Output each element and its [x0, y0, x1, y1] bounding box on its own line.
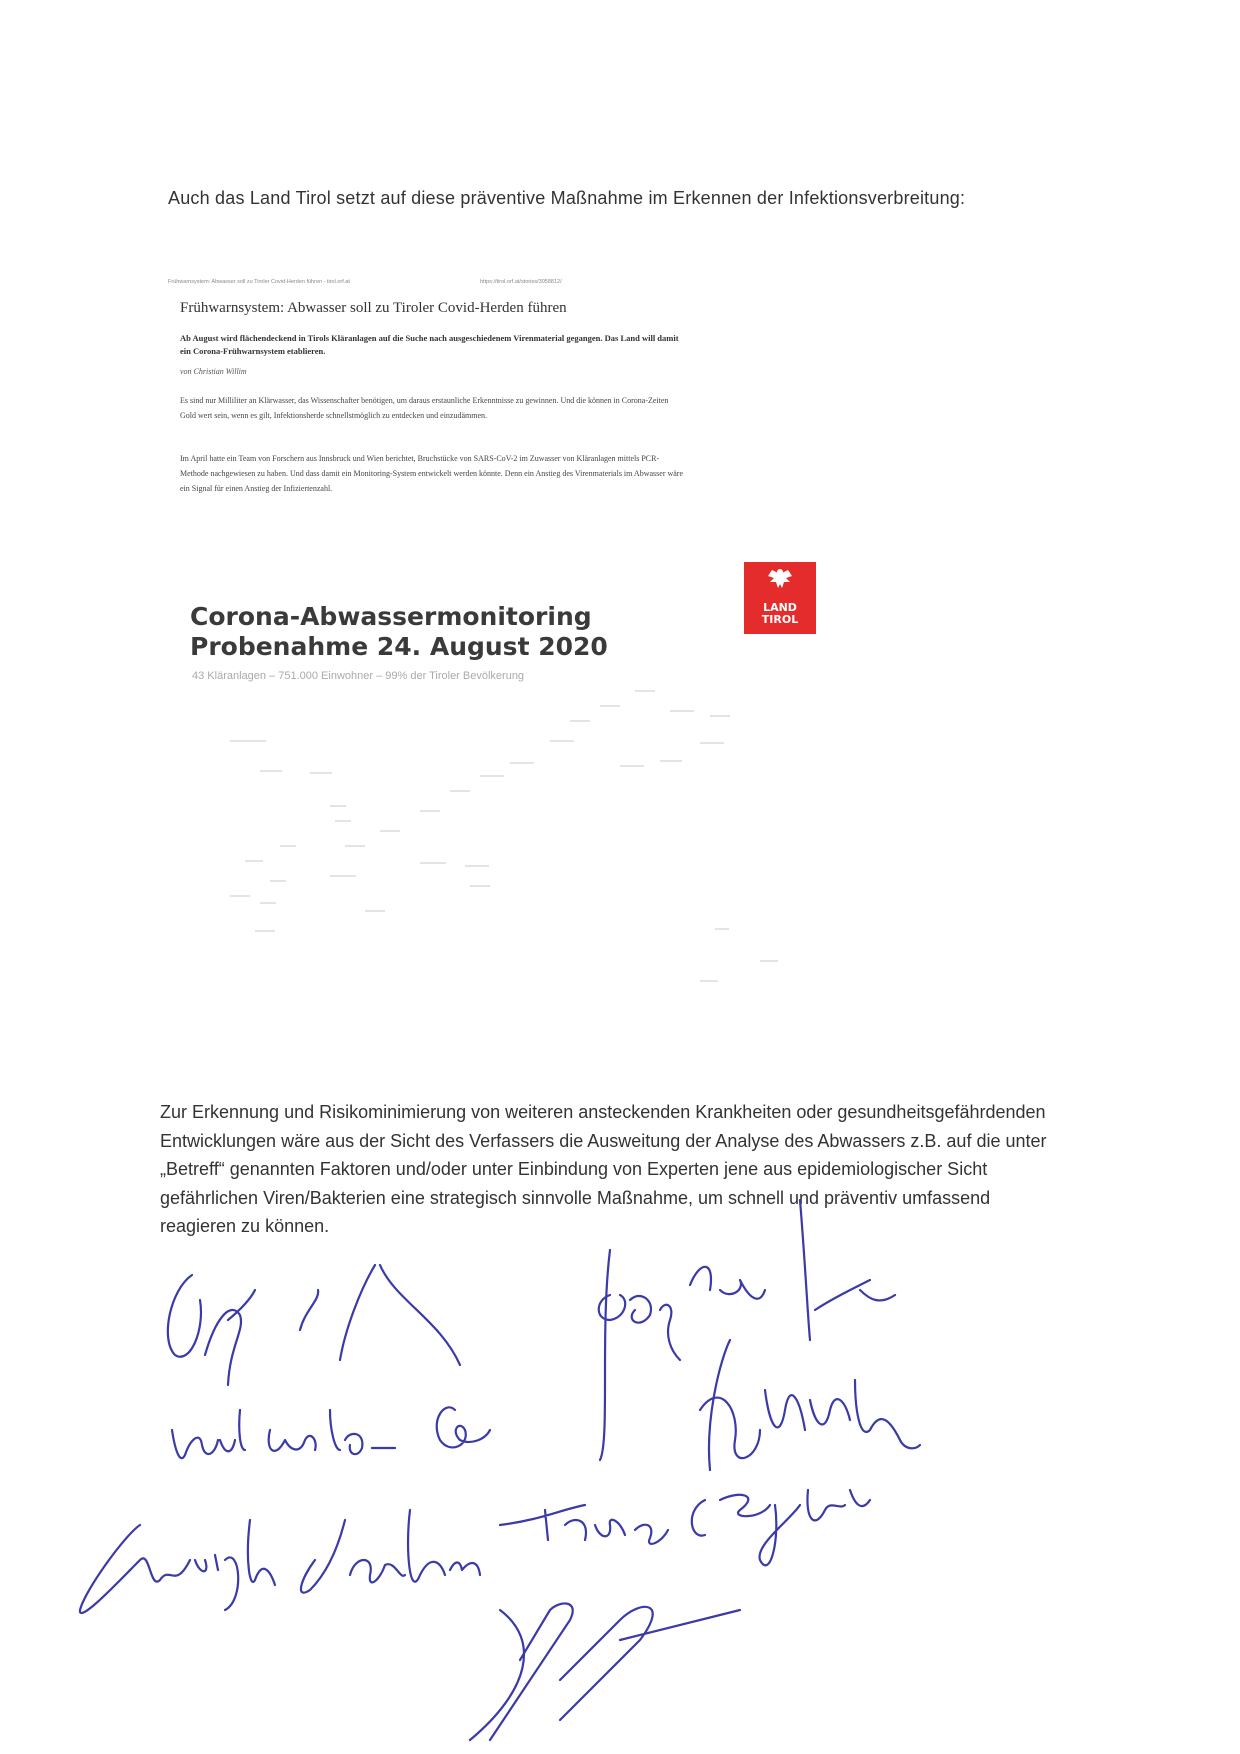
signature-2 [172, 1407, 490, 1458]
clipping-paragraph: Es sind nur Milliliter an Klärwasser, das Wissenschafter benötigen, um daraus erstaunliche Erkenntnisse zu gewinnen. Und die können in Corona-Zeiten Gold wert sein, wenn es gilt, Infektionsherde schnellstmöglich zu entdecken und einzudämmen. [180, 396, 669, 420]
signature-4 [470, 1603, 740, 1740]
clipping-header-left: Frühwarnsystem: Abwasser soll zu Tiroler Covid-Herden führen - tirol.orf.at [168, 279, 350, 285]
intro-text: Auch das Land Tirol setzt auf diese präventive Maßnahme im Erkennen der Infektionsverbreitung: [168, 188, 966, 208]
clipping-paragraph: Im April hatte ein Team von Forschern aus Innsbruck und Wien berichtet, Bruchstücke von SARS-CoV-2 im Zuwasser von Kläranlagen mittels PCR-Methode nachgewiesen zu haben. Und dass damit ein Monitoring-System entwickelt werden könnte. Denn ein Anstieg des Virenmaterials im Abwasser wäre ein Signal für einen Anstieg der Infiziertenzahl. [180, 454, 684, 493]
monitoring-subtitle: 43 Kläranlagen – 751.000 Einwohner – 99% der Tiroler Bevölkerung [192, 670, 525, 682]
signature-1 [168, 1265, 460, 1385]
signature-5 [599, 1200, 895, 1460]
clipping-header-url: https://tirol.orf.at/stories/3058812/ [480, 279, 562, 285]
closing-paragraph: Zur Erkennung und Risikominimierung von weiteren ansteckenden Krankheiten oder gesundheitsgefährdenden Entwicklungen wäre aus der Sicht des Verfassers die Ausweitung der Analyse des Abwassers z.B. auf die unter „Betreff“ genannten Faktoren und/oder unter Einbindung von Experten jene aus epidemiologischer Sicht gefährlichen Viren/Bakterien eine strategisch sinnvolle Maßnahme, um schnell und präventiv umfassend reagieren zu können. [160, 1102, 1047, 1236]
signature-3 [80, 1510, 480, 1613]
signature-6 [700, 1340, 920, 1470]
clipping-title: Frühwarnsystem: Abwasser soll zu Tiroler Covid-Herden führen [180, 300, 567, 316]
monitoring-title-line-1: Corona-Abwassermonitoring [190, 602, 592, 631]
monitoring-title-line-2: Probenahme 24. August 2020 [190, 632, 608, 661]
logo-text: LAND TIROL [761, 601, 799, 626]
clipping-author: von Christian Willim [180, 367, 247, 376]
clipping-lead: Ab August wird flächendeckend in Tirols Kläranlagen auf die Suche nach ausgeschiedenem Virenmaterial gegangen. Das Land will damit ein Corona-Frühwarnsystem etablieren. [180, 333, 679, 356]
signature-7 [500, 1490, 870, 1565]
